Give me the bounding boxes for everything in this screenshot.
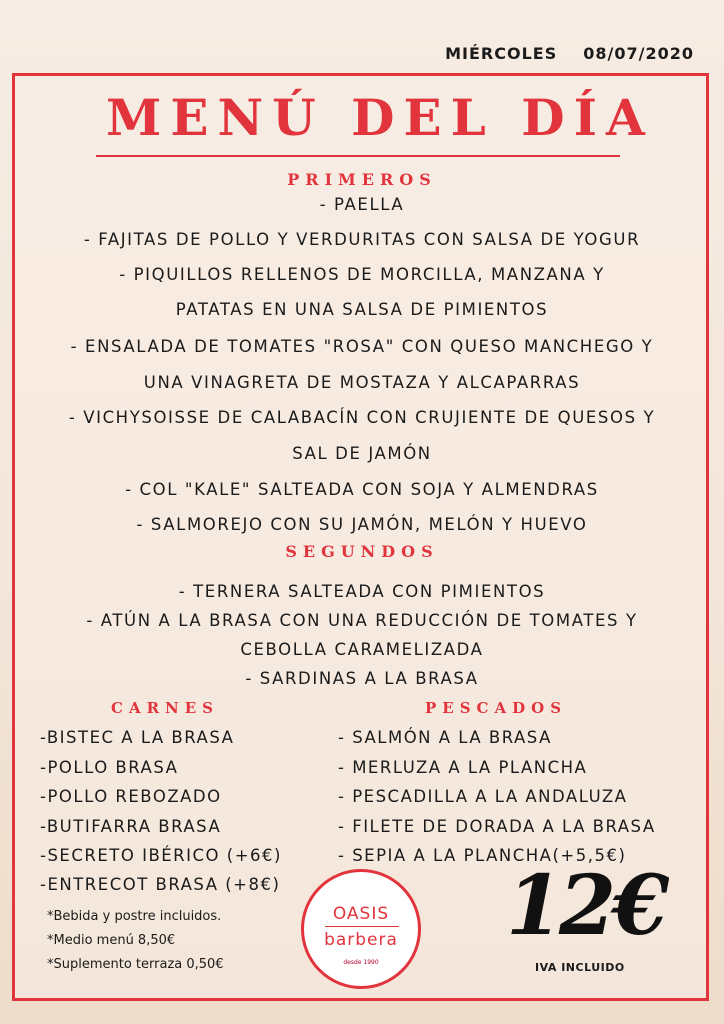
primeros-line: UNA VINAGRETA DE MOSTAZA Y ALCAPARRAS	[143, 373, 581, 392]
pescados-item: - PESCADILLA A LA ANDALUZA	[338, 787, 628, 806]
date-header	[445, 44, 694, 63]
day-label: MIÉRCOLES	[445, 44, 558, 63]
carnes-item: -POLLO REBOZADO	[40, 787, 222, 806]
logo-line2: barbera	[324, 930, 398, 950]
primeros-line: - FAJITAS DE POLLO Y VERDURITAS CON SALSA DE YOGUR	[83, 230, 641, 249]
date-label: 08/07/2020	[583, 44, 694, 63]
pescados-heading: PESCADOS	[425, 699, 568, 717]
pescados-item: - SALMÓN A LA BRASA	[338, 728, 552, 747]
note-line: *Medio menú 8,50€	[47, 933, 176, 948]
price-note: IVA INCLUIDO	[535, 961, 625, 974]
pescados-item: - FILETE DE DORADA A LA BRASA	[338, 817, 656, 836]
segundos-heading: SEGUNDOS	[285, 542, 439, 561]
primeros-line: - COL "KALE" SALTEADA CON SOJA Y ALMENDRAS	[125, 480, 599, 499]
primeros-line: - VICHYSOISSE DE CALABACÍN CON CRUJIENTE DE QUESOS Y	[68, 408, 656, 427]
page-title: MENÚ DEL DÍA	[106, 88, 654, 147]
primeros-line: - PIQUILLOS RELLENOS DE MORCILLA, MANZANA Y	[119, 265, 605, 284]
carnes-heading: CARNES	[111, 699, 220, 717]
carnes-item: -SECRETO IBÉRICO (+6€)	[40, 846, 282, 865]
pescados-item: - MERLUZA A LA PLANCHA	[338, 758, 588, 777]
primeros-line: - SALMOREJO CON SU JAMÓN, MELÓN Y HUEVO	[136, 515, 588, 534]
oasis-barbera-logo	[301, 869, 421, 989]
title-underline	[96, 155, 620, 157]
carnes-item: -ENTRECOT BRASA (+8€)	[40, 875, 281, 894]
primeros-line: SAL DE JAMÓN	[292, 444, 432, 463]
segundos-line: - TERNERA SALTEADA CON PIMIENTOS	[178, 582, 546, 601]
segundos-line: - SARDINAS A LA BRASA	[245, 669, 479, 688]
pescados-item: - SEPIA A LA PLANCHA(+5,5€)	[338, 846, 627, 865]
carnes-item: -POLLO BRASA	[40, 758, 179, 777]
primeros-heading: PRIMEROS	[287, 170, 437, 189]
logo-line3: desde 1990	[343, 959, 379, 966]
carnes-item: -BUTIFARRA BRASA	[40, 817, 222, 836]
carnes-item: -BISTEC A LA BRASA	[40, 728, 235, 747]
logo-divider	[325, 926, 399, 927]
primeros-line: - ENSALADA DE TOMATES "ROSA" CON QUESO MANCHEGO Y	[70, 337, 654, 356]
logo-line1: OASIS	[332, 904, 390, 924]
primeros-line: PATATAS EN UNA SALSA DE PIMIENTOS	[175, 300, 549, 319]
note-line: *Bebida y postre incluidos.	[47, 909, 222, 924]
price-amount: 12€	[506, 858, 666, 954]
segundos-line: - ATÚN A LA BRASA CON UNA REDUCCIÓN DE TOMATES Y	[86, 611, 638, 630]
segundos-line: CEBOLLA CARAMELIZADA	[240, 640, 484, 659]
note-line: *Suplemento terraza 0,50€	[47, 957, 224, 972]
primeros-line: - PAELLA	[319, 195, 405, 214]
